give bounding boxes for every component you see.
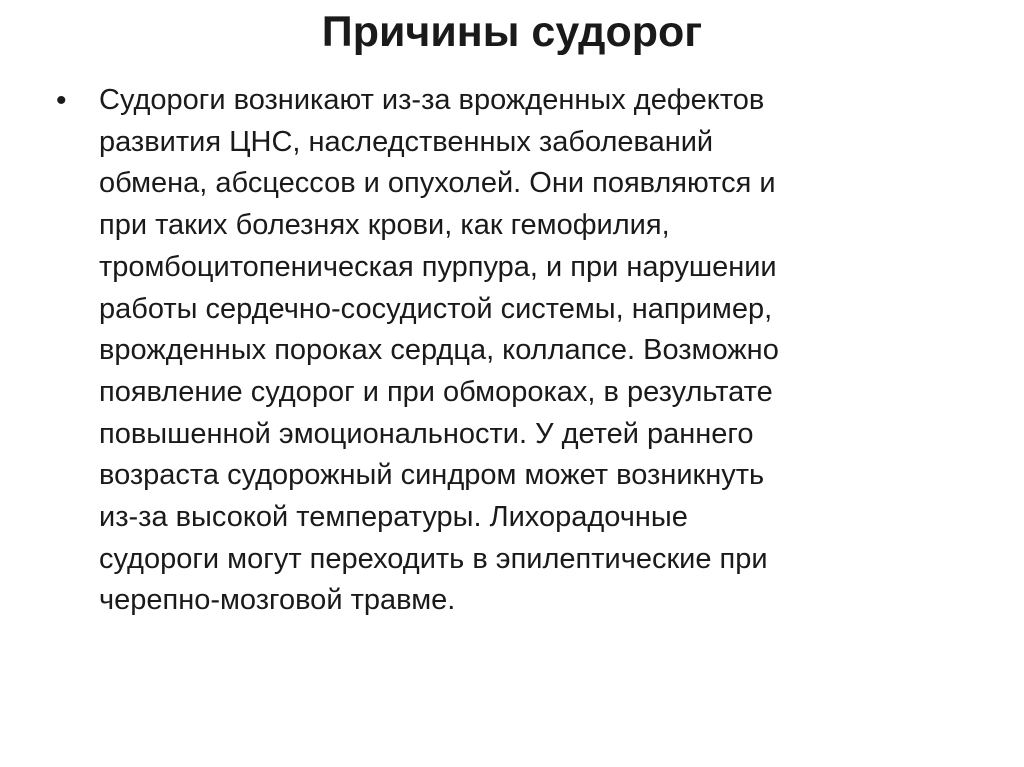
bullet-marker: • (56, 84, 67, 117)
bullet-list (56, 80, 956, 622)
bullet-text: Судороги возникают из-за врожденных дефектов развития ЦНС, наследственных заболеваний обмена, абсцессов и опухолей. Они появляются и при таких болезнях крови, как гемофилия, тромбоцитопеническая пурпура, и при нарушении работы сердечно-сосудистой системы, например, врожденных пороках сердца, коллапсе. Возможно появление судорог и при обмороках, в результате повышенной эмоциональности. У детей раннего возраста судорожный синдром может возникнуть из-за высокой температуры. Лихорадочные судороги могут переходить в эпилептические при черепно-мозговой травме. (99, 84, 779, 617)
bullet-item (56, 80, 956, 622)
slide-title: Причины судорог (321, 8, 703, 56)
